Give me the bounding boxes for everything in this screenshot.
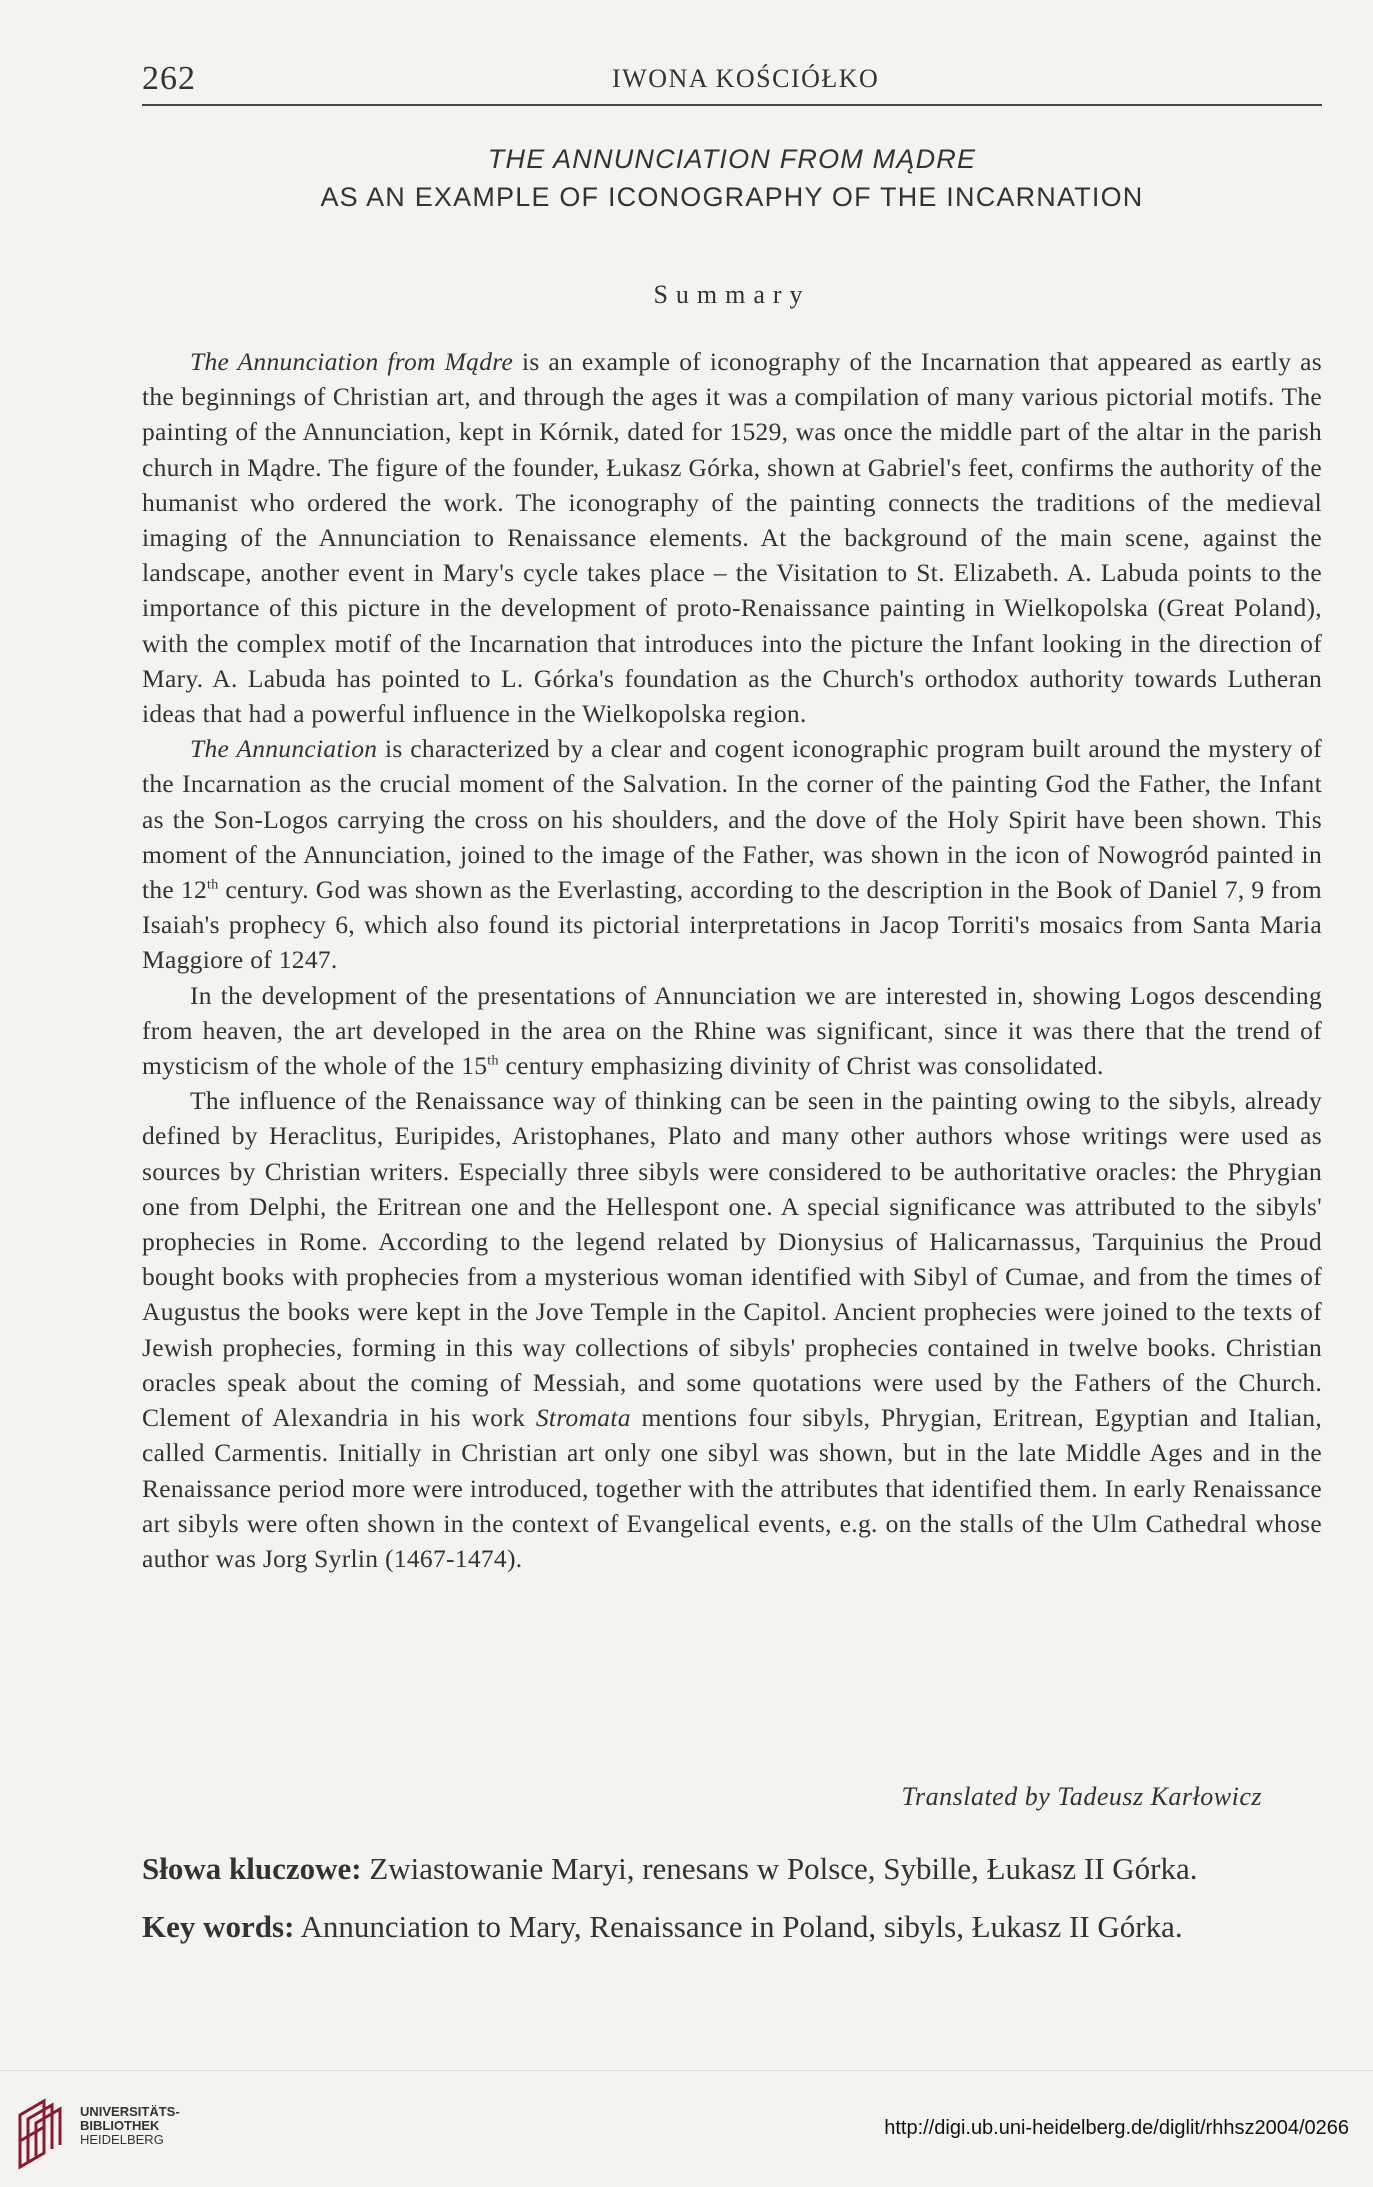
paragraph-1 <box>142 344 1322 731</box>
paragraph-2 <box>142 731 1322 977</box>
title-line-2: AS AN EXAMPLE OF ICONOGRAPHY OF THE INCARNATION <box>320 182 1144 212</box>
keywords-english <box>142 1898 1322 1956</box>
italic-title: The Annunciation from Mądre <box>190 347 514 376</box>
paragraph-3 <box>142 978 1322 1084</box>
superscript: th <box>207 877 219 893</box>
paragraph-text: century emphasizing divinity of Christ was consolidated. <box>498 1051 1104 1081</box>
paragraph-text: mentions four sibyls, Phrygian, Eritrean, Egyptian and Italian, called Carmentis. Initially in Christian art only one sibyl was shown, but in the late Middle Ages and in the Renaissance period more were introduced, together with the attributes that identified them. In early Renaissance art sibyls were often shown in the context of Evangelical events, e.g. on the stalls of the Ulm Cathedral whose author was Jorg Syrlin (1467-1474). <box>142 1403 1323 1573</box>
library-name-line-1: UNIVERSITÄTS- <box>80 2104 180 2119</box>
italic-title: The Annunciation <box>190 734 378 764</box>
paragraph-text: In the development of the presentations of Annunciation we are interested in, showing Logos descending from heaven, the art developed in the area on the Rhine was significant, since it was there that the trend of mysticism of the whole of the 15 <box>142 980 1322 1081</box>
permalink-url[interactable]: http://digi.ub.uni-heidelberg.de/diglit/rhhsz2004/0266 <box>884 2117 1349 2139</box>
keywords-english-label: Key words: <box>142 1909 295 1944</box>
title-line-1: THE ANNUNCIATION FROM MĄDRE <box>487 144 977 174</box>
keywords-block <box>142 1840 1322 1956</box>
keywords-polish-label: Słowa kluczowe: <box>142 1851 362 1886</box>
running-head-author: IWONA KOŚCIÓŁKO <box>612 64 880 93</box>
translator-credit: Translated by Tadeusz Karłowicz <box>901 1782 1262 1811</box>
keywords-polish-text: Zwiastowanie Maryi, renesans w Polsce, Sybille, Łukasz II Górka. <box>361 1851 1198 1886</box>
superscript: th <box>487 1053 499 1069</box>
paragraph-text: The influence of the Renaissance way of thinking can be seen in the painting owing to the sibyls, already defined by Heraclitus, Euripides, Aristophanes, Plato and many other authors whose writings were used as sources by Christian writers. Especially three sibyls were considered to be authoritative oracles: the Phrygian one from Delphi, the Eritrean one and the Hellespont one. A special significance was attributed to the sibyls' prophecies in Rome. According to the legend related by Dionysius of Halicarnassus, Tarquinius the Proud bought books with prophecies from a mysterious woman identified with Sibyl of Cumae, and from the times of Augustus the books were kept in the Jove Temple in the Capitol. Ancient prophecies were joined to the texts of Jewish prophecies, forming in this way collections of sibyls' prophecies contained in twelve books. Christian oracles speak about the coming of Messiah, and some quotations were used by the Fathers of the Church. Clement of Alexandria in his work <box>142 1086 1322 1433</box>
italic-work-title: Stromata <box>535 1403 631 1433</box>
header-rule <box>142 104 1322 106</box>
digitization-footer <box>0 2070 1373 2187</box>
library-logo-icon <box>14 2093 74 2173</box>
library-name-line-3: HEIDELBERG <box>80 2132 164 2147</box>
keywords-polish <box>142 1840 1322 1898</box>
keywords-english-text: Annunciation to Mary, Renaissance in Poland, sibyls, Łukasz II Górka. <box>294 1909 1183 1944</box>
library-name <box>80 2105 180 2147</box>
paragraph-text: is an example of iconography of the Incarnation that appeared as eartly as the beginnings of Christian art, and through the ages it was a compilation of many various pictorial motifs. The painting of the Annunciation, kept in Kórnik, dated for 1529, was once the middle part of the altar in the parish church in Mądre. The figure of the founder, Łukasz Górka, shown at Gabriel's feet, confirms the authority of the humanist who ordered the work. The iconography of the painting connects the traditions of the medieval imaging of the Annunciation to Renaissance elements. At the background of the main scene, against the landscape, another event in Mary's cycle takes place – the Visitation to St. Elizabeth. A. Labuda points to the importance of this picture in the development of proto-Renaissance painting in Wielkopolska (Great Poland), with the complex motif of the Incarnation that introduces into the picture the Infant looking in the direction of Mary. A. Labuda has pointed to L. Górka's foundation as the Church's orthodox authority towards Lutheran ideas that had a powerful influence in the Wielkopolska region. <box>142 347 1322 729</box>
summary-body <box>142 344 1322 1576</box>
paragraph-4 <box>142 1083 1322 1576</box>
page-number: 262 <box>142 60 196 97</box>
running-head <box>142 60 1322 104</box>
article-title <box>142 140 1322 216</box>
library-name-line-2: BIBLIOTHEK <box>80 2118 160 2133</box>
paragraph-text: is characterized by a clear and cogent iconographic program built around the mystery of the Incarnation as the crucial moment of the Salvation. In the corner of the painting God the Father, the Infant as the Son-Logos carrying the cross on his shoulders, and the dove of the Holy Spirit have been shown. This moment of the Annunciation, joined to the image of the Father, was shown in the icon of Nowogród painted in the 12 <box>142 734 1322 905</box>
summary-heading: Summary <box>653 280 811 309</box>
paragraph-text: century. God was shown as the Everlasting, according to the description in the Book of Daniel 7, 9 from Isaiah's prophecy 6, which also found its pictorial interpretations in Jacop Torriti's mosaics from Santa Maria Maggiore of 1247. <box>142 875 1322 975</box>
